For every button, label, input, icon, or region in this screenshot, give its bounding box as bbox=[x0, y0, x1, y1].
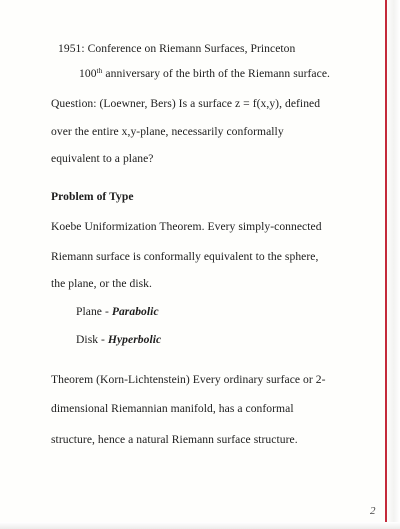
question-line-2: over the entire x,y-plane, necessarily conformally bbox=[51, 125, 284, 138]
section-heading: Problem of Type bbox=[51, 190, 134, 203]
theorem-line-2: dimensional Riemannian manifold, has a conformal bbox=[51, 402, 294, 415]
theorem-line-3: structure, hence a natural Riemann surface structure. bbox=[51, 433, 298, 446]
plane-term: Parabolic bbox=[111, 305, 159, 318]
anniversary-text: anniversary of the birth of the Riemann surface. bbox=[102, 67, 330, 80]
question-line: Question: (Loewner, Bers) Is a surface z = f(x,y), defined bbox=[51, 97, 321, 110]
margin-line bbox=[385, 0, 387, 529]
koebe-line-2: Riemann surface is conformally equivalent to the sphere, bbox=[51, 250, 319, 263]
page-number: 2 bbox=[370, 505, 376, 517]
page-right-edge bbox=[386, 0, 400, 529]
disk-label: Disk - bbox=[76, 333, 108, 346]
disk-term: Hyperbolic bbox=[107, 333, 162, 346]
conference-line: 1951: Conference on Riemann Surfaces, Princeton bbox=[58, 42, 296, 55]
anniversary-superscript: th bbox=[96, 66, 103, 75]
anniversary-number: 100 bbox=[79, 67, 97, 80]
koebe-line: Koebe Uniformization Theorem. Every simply-connected bbox=[51, 220, 322, 233]
anniversary-line bbox=[79, 67, 330, 81]
page-bottom-edge bbox=[0, 522, 400, 529]
theorem-line: Theorem (Korn-Lichtenstein) Every ordinary surface or 2- bbox=[51, 373, 326, 386]
disk-line bbox=[76, 333, 161, 347]
question-line-3: equivalent to a plane? bbox=[51, 152, 154, 165]
plane-label: Plane - bbox=[76, 305, 112, 318]
plane-line bbox=[76, 305, 159, 319]
koebe-line-3: the plane, or the disk. bbox=[51, 277, 152, 290]
